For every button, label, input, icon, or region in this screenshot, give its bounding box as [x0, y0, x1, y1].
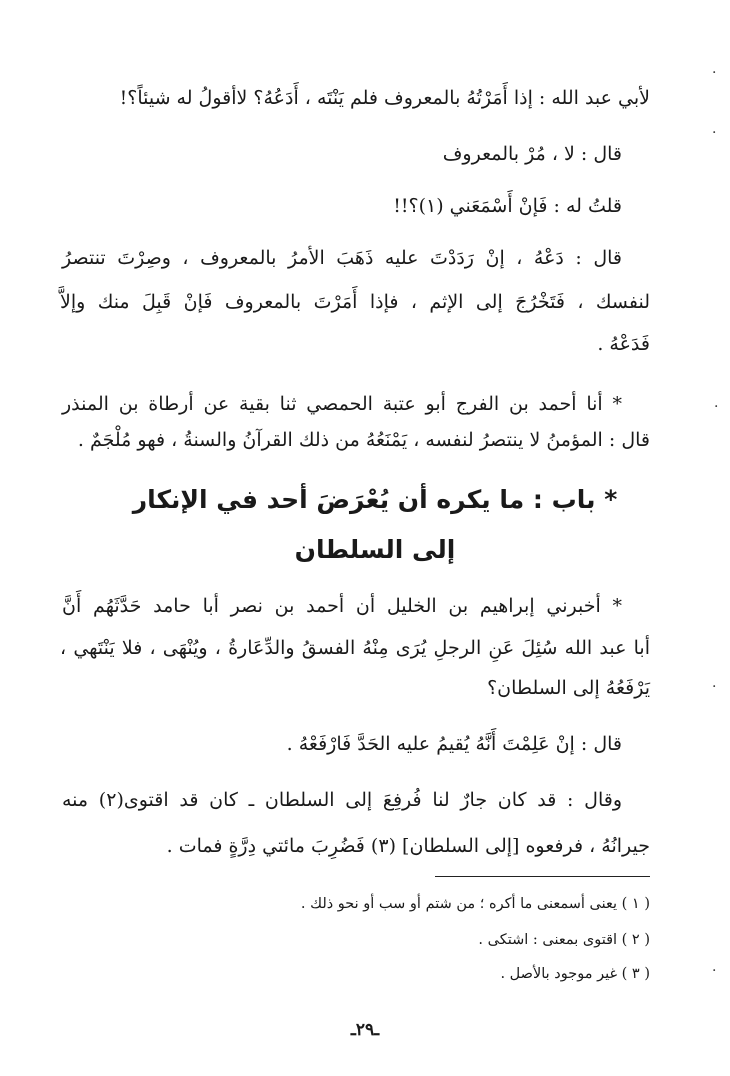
margin-speck: ·: [712, 679, 717, 695]
chapter-heading-continued: إلى السلطان: [294, 535, 456, 564]
paragraph-line: يَرْفَعُهُ إلى السلطان؟: [487, 677, 650, 699]
margin-speck: ·: [714, 399, 719, 415]
paragraph-line: قال : لا ، مُرْ بالمعروف: [442, 143, 622, 165]
paragraph-line: * أنا أحمد بن الفرج أبو عتبة الحمصي ثنا بقية عن أرطاة بن المنذر: [62, 393, 622, 415]
paragraph-line: جيرانُهُ ، فرفعوه [إلى السلطان] (٣) فَضُرِبَ مائتي دِرَّةٍ فمات .: [166, 835, 650, 857]
paragraph-line: قال : دَعْهُ ، إنْ رَدَدْتَ عليه ذَهَبَ الأمرُ بالمعروف ، وصِرْتَ تنتصرُ: [62, 247, 622, 269]
footnote-divider: [435, 876, 650, 877]
paragraph-line: وقال : قد كان جارٌ لنا فُرفِعَ إلى السلطان ـ كان قد اقتوى(٢) منه: [62, 789, 622, 811]
margin-speck: ·: [712, 65, 717, 81]
paragraph-line: لنفسك ، فَتَخْرُجَ إلى الإثم ، فإذا أَمَرْتَ بالمعروف فَإنْ قَبِلَ منك وإلاَّ: [60, 291, 650, 313]
paragraph-line: قال : إنْ عَلِمْتَ أَنَّهُ يُقيمُ عليه الحَدَّ فَارْفَعْهُ .: [286, 733, 622, 755]
footnote-item: ( ٢ ) اقتوى بمعنى : اشتكى .: [478, 932, 650, 948]
paragraph-line: أبا عبد الله سُئِلَ عَنِ الرجلِ يُرَى مِنْهُ الفسقُ والدِّعَارةُ ، ويُنْهَى ، فلا يَنْتَهي ،: [60, 637, 650, 659]
paragraph-line: * أخبرني إبراهيم بن الخليل أن أحمد بن نصر أبا حامد حَدَّثَهُم أَنَّ: [62, 595, 622, 617]
footnote-item: ( ١ ) يعنى أسمعنى ما أكره ؛ من شتم أو سب أو نحو ذلك .: [300, 896, 650, 912]
footnote-item: ( ٣ ) غير موجود بالأصل .: [500, 966, 650, 982]
margin-speck: ·: [712, 125, 717, 141]
paragraph-line: قال : المؤمنُ لا ينتصرُ لنفسه ، يَمْنَعُهُ من ذلك القرآنُ والسنةُ ، فهو مُلْجَمٌ .: [77, 429, 650, 451]
paragraph-line: فَدَعْهُ .: [597, 333, 650, 355]
paragraph-line: قلتُ له : فَإنْ أَسْمَعَني (١)؟!!: [393, 195, 622, 217]
paragraph-line: لأبي عبد الله : إذا أَمَرْتُهُ بالمعروف فلم يَنْتَه ، أَدَعُهُ؟ لاأقولُ له شيئاً؟!: [119, 87, 650, 109]
page-number: ـ٢٩ـ: [350, 1020, 380, 1040]
margin-speck: ·: [712, 963, 717, 979]
chapter-heading: * باب : ما يكره أن يُعْرَضَ أحد في الإنكار: [132, 485, 618, 514]
